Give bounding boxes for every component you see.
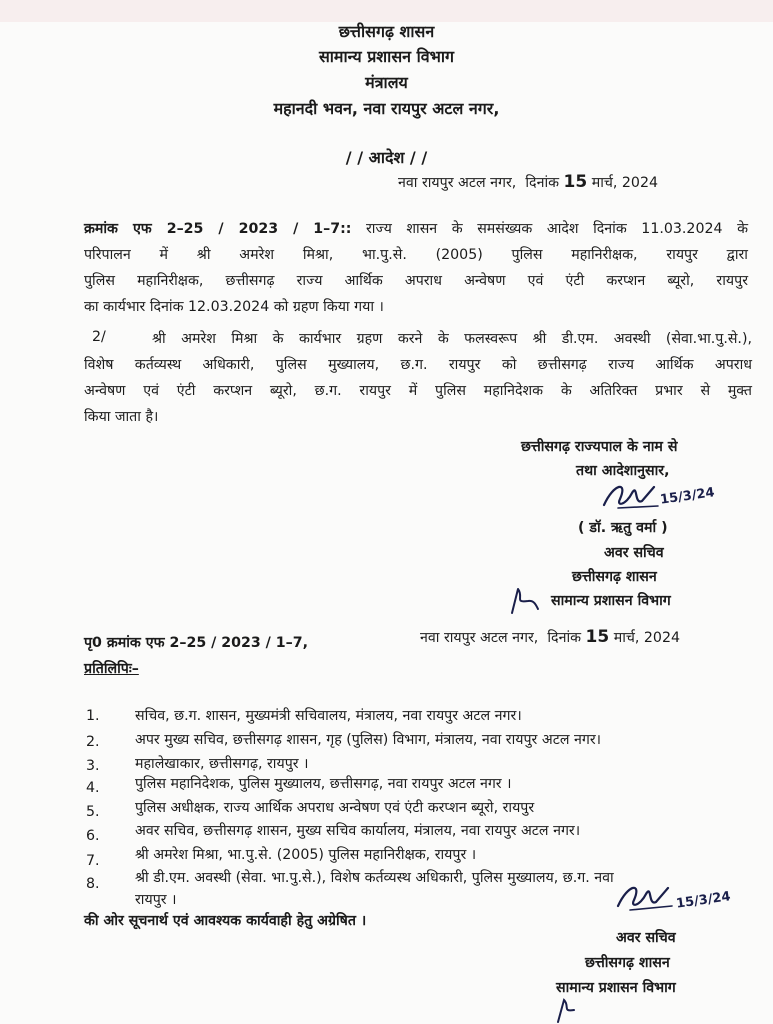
para2-line2: विशेष कर्तव्यस्थ अधिकारी, पुलिस मुख्यालय, छ.ग. रायपुर को छत्तीसगढ़ राज्य आर्थिक अपराध [84,357,752,373]
para1-line1-text: राज्य शासन के समसंख्यक आदेश दिनांक 11.03.2024 के [366,221,748,237]
signer2-govt: छत्तीसगढ़ शासन [585,955,670,971]
para1-line1 [84,219,748,238]
initial-mark-2 [548,996,588,1024]
para1-line2: परिपालन में श्री अमरेश मिश्रा, भा.पु.से. (2005) पुलिस महानिरीक्षक, रायपुर द्वारा [84,247,748,263]
signer2-designation: अवर सचिव [616,930,676,946]
copy-item: पुलिस महानिदेशक, पुलिस मुख्यालय, छत्तीसगढ़, नवा रायपुर अटल नगर । [135,776,512,792]
header-govt: छत्तीसगढ़ शासन [338,22,435,41]
signature-2-date: 15/3/24 [675,889,732,912]
copy-number: 6. [86,828,100,844]
signer-govt: छत्तीसगढ़ शासन [572,569,657,585]
copy-number: 3. [86,758,100,774]
copy-number: 4. [86,780,100,796]
copy-item: अपर मुख्य सचिव, छत्तीसगढ़ शासन, गृह (पुलिस) विभाग, मंत्रालय, नवा रायपुर अटल नगर। [135,732,602,748]
endorsement-date-line [420,627,680,647]
copy-label: प्रतिलिपिः– [84,661,139,677]
order-date-line [398,172,658,192]
copy-item: श्री डी.एम. अवस्थी (सेवा. भा.पु.से.), विशेष कर्तव्यस्थ अधिकारी, पुलिस मुख्यालय, छ.ग. नवा [135,870,614,886]
endorsement-place: नवा रायपुर अटल नगर, [420,630,539,646]
header-department: सामान्य प्रशासन विभाग [318,47,455,66]
signer-department: सामान्य प्रशासन विभाग [551,593,671,609]
order-date-day: 15 [563,172,588,192]
endorsement-date-rest: मार्च, 2024 [613,630,681,646]
order-date-label: दिनांक [525,175,560,191]
endorsement-ref: पृ0 क्रमांक एफ 2–25 / 2023 / 1–7, [84,635,309,651]
para1-line4: का कार्यभार दिनांक 12.03.2024 को ग्रहण किया गया । [84,299,384,315]
para1-line3: पुलिस महानिरीक्षक, छत्तीसगढ़ राज्य आर्थिक अपराध अन्वेषण एवं एंटी करप्शन ब्यूरो, रायपुर [84,273,748,289]
header-address: महानदी भवन, नवा रायपुर अटल नगर, [273,99,500,118]
para2-number: 2/ [92,329,106,345]
endorsement-date-day: 15 [585,627,610,647]
copy-number: 5. [86,804,100,820]
signer-designation: अवर सचिव [604,545,664,561]
copy-item: महालेखाकार, छत्तीसगढ़, रायपुर । [135,756,309,772]
forwarding-note: की ओर सूचनार्थ एवं आवश्यक कार्यवाही हेतु अग्रेषित । [84,913,367,929]
copy-item: श्री अमरेश मिश्रा, भा.पु.से. (2005) पुलिस महानिरीक्षक, रायपुर । [135,847,477,863]
copy-item: अवर सचिव, छत्तीसगढ़ शासन, मुख्य सचिव कार्यालय, मंत्रालय, नवा रायपुर अटल नगर। [135,823,581,839]
order-date-rest: मार्च, 2024 [591,175,659,191]
signature-1-date: 15/3/24 [659,485,716,508]
copy-number: 2. [86,734,100,750]
endorsement-date-label: दिनांक [547,630,582,646]
signer-name: ( डॉ. ऋतु वर्मा ) [578,520,668,536]
authority-line1: छत्तीसगढ़ राज्यपाल के नाम से [521,439,678,455]
initial-mark [504,585,544,619]
para2-line4: किया जाता है। [84,409,159,425]
copy-item-continuation: रायपुर । [135,892,177,908]
copy-number: 8. [86,876,100,892]
copy-number: 1. [86,708,100,724]
para1-ref: क्रमांक एफ 2–25 / 2023 / 1–7:: [84,221,352,237]
authority-line2: तथा आदेशानुसार, [576,463,670,479]
order-place: नवा रायपुर अटल नगर, [398,175,517,191]
copy-number: 7. [86,853,100,869]
header-ministry: मंत्रालय [365,73,408,92]
copy-item: पुलिस अधीक्षक, राज्य आर्थिक अपराध अन्वेषण एवं एंटी करप्शन ब्यूरो, रायपुर [135,800,535,816]
copy-item: सचिव, छ.ग. शासन, मुख्यमंत्री सचिवालय, मंत्रालय, नवा रायपुर अटल नगर। [135,708,522,724]
para2-line1: श्री अमरेश मिश्रा के कार्यभार ग्रहण करने के फलस्वरूप श्री डी.एम. अवस्थी (सेवा.भा.पु.से.), [152,331,752,347]
para2-line3: अन्वेषण एवं एंटी करप्शन ब्यूरो, छ.ग. रायपुर में पुलिस महानिदेशक के अतिरिक्त प्रभार से मुक्त [84,383,752,399]
order-title: / / आदेश / / [345,148,428,167]
signer2-department: सामान्य प्रशासन विभाग [556,980,676,996]
